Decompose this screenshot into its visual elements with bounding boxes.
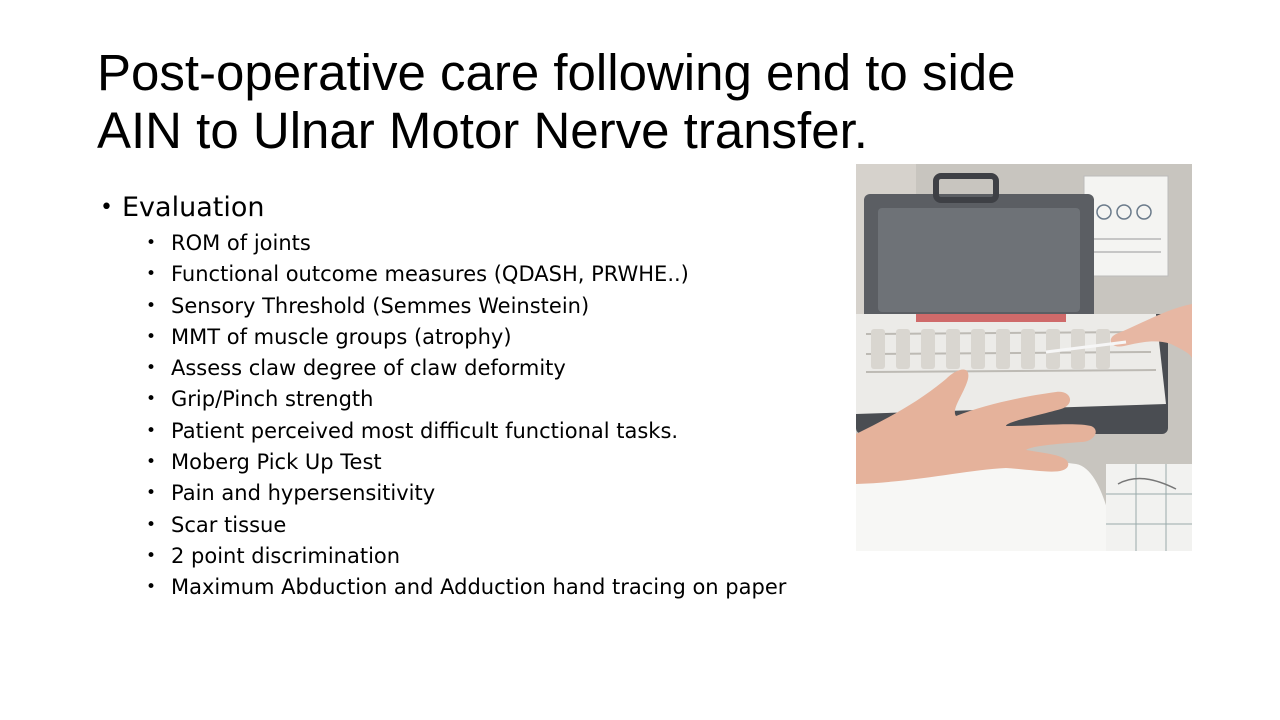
bullet-evaluation: • Evaluation bbox=[100, 188, 786, 228]
list-item: • Maximum Abduction and Adduction hand tracing on paper bbox=[146, 572, 786, 603]
list-item: • Patient perceived most difficult functional tasks. bbox=[146, 416, 786, 447]
evaluation-sublist bbox=[146, 228, 786, 604]
monofilament-test-photo bbox=[856, 164, 1192, 551]
list-item: • Sensory Threshold (Semmes Weinstein) bbox=[146, 291, 786, 322]
list-item: • Grip/Pinch strength bbox=[146, 384, 786, 415]
list-item: • Functional outcome measures (QDASH, PRWHE..) bbox=[146, 259, 786, 290]
list-item: • MMT of muscle groups (atrophy) bbox=[146, 322, 786, 353]
list-item: • Assess claw degree of claw deformity bbox=[146, 353, 786, 384]
bullet-list bbox=[100, 188, 786, 604]
title-line-1: Post-operative care following end to side bbox=[97, 44, 1016, 101]
photo-illustration bbox=[856, 164, 1192, 551]
title-line-2: AIN to Ulnar Motor Nerve transfer. bbox=[97, 102, 868, 159]
list-item: • Moberg Pick Up Test bbox=[146, 447, 786, 478]
list-item: • ROM of joints bbox=[146, 228, 786, 259]
list-item: • Scar tissue bbox=[146, 510, 786, 541]
list-item: • 2 point discrimination bbox=[146, 541, 786, 572]
list-item: • Pain and hypersensitivity bbox=[146, 478, 786, 509]
slide-title bbox=[97, 44, 1217, 160]
